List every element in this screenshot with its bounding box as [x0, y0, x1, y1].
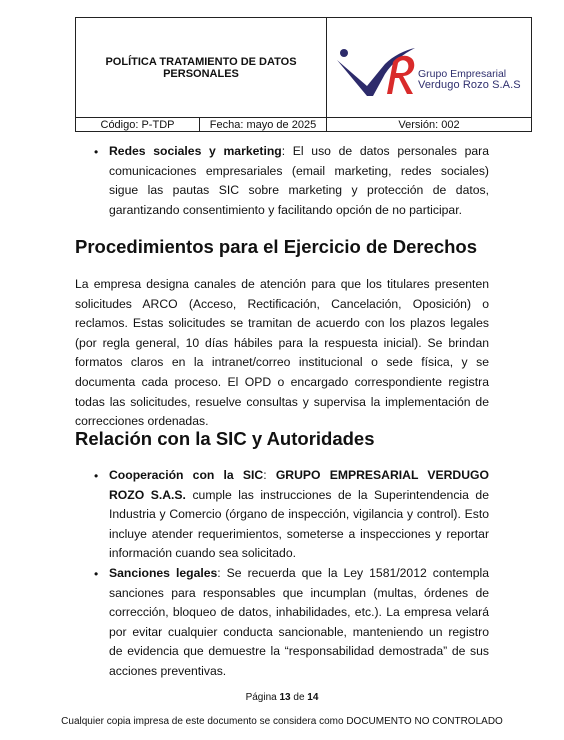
page-current: 13	[279, 692, 291, 703]
title-line-1: POLÍTICA TRATAMIENTO DE DATOS	[105, 55, 297, 68]
document-version: Versión: 002	[398, 119, 460, 131]
page-prefix: Página	[245, 692, 280, 703]
logo-line-1: Grupo Empresarial	[418, 68, 507, 80]
list-item-sanciones	[109, 564, 489, 682]
document-code: Código: P-TDP	[76, 118, 200, 132]
list-item-text: cumple las instrucciones de la Superintendencia de Industria y Comercio (órgano de inspección, vigilancia y control). Esto incluye atender requerimientos, someterse a inspecciones y reportar información cuando sea solicitado.	[109, 487, 489, 561]
bullet-dot: •	[94, 469, 99, 483]
bullet-dot: •	[94, 567, 99, 581]
header-meta-row	[76, 118, 531, 132]
document-date: Fecha: mayo de 2025	[200, 118, 327, 132]
logo-line-2: Verdugo Rozo S.A.S	[418, 79, 521, 91]
document-title	[76, 18, 327, 117]
list-item-heading: Redes sociales y marketing	[109, 144, 282, 158]
logo-text	[418, 69, 521, 91]
title-line-2: PERSONALES	[163, 67, 239, 80]
company-name: GRUPO EMPRESARIAL VERDUGO ROZO S.A.S.	[109, 468, 489, 502]
list-item-redes-sociales	[109, 142, 489, 220]
list-item-cooperacion	[109, 466, 489, 564]
paragraph-procedimientos: La empresa designa canales de atención para que los titulares presenten solicitudes ARCO (Acceso, Rectificación, Cancelación, Oposición) o reclamos. Estas solicitudes se tramitan de acuerdo con los plazos legales (por regla general, 10 días hábiles para la respuesta inicial). Se brindan formatos claros en la intranet/correo institucional o sede física, y se documenta cada proceso. El OPD o encargado correspondiente registra todas las solicitudes, resuelve consultas y supervisa la implementación de correcciones ordenadas.	[75, 277, 489, 429]
header-top-row	[76, 18, 531, 118]
list-item-heading: Cooperación con la SIC	[109, 468, 264, 482]
page-of: de	[290, 692, 308, 703]
page-total: 14	[307, 692, 319, 703]
list-item-text: : El uso de datos personales para comunicaciones empresariales (email marketing, redes sociales) sigue las pautas SIC sobre marketing y protección de datos, garantizando consentimiento y facilitando opción de no participar.	[109, 144, 490, 217]
section-heading-sic: Relación con la SIC y Autoridades	[75, 428, 375, 449]
document-header-table	[75, 17, 532, 132]
company-logo	[327, 18, 532, 117]
bullet-dot: •	[94, 145, 99, 159]
page-number	[0, 692, 564, 703]
footer-notice: Cualquier copia impresa de este documento se considera como DOCUMENTO NO CONTROLADO	[61, 716, 503, 727]
list-item-text: : Se recuerda que la Ley 1581/2012 contempla sanciones para responsables que incumplan (multas, órdenes de corrección, bloqueo de datos, inhabilidades, etc.). La empresa velará por evitar cualquier conducta sancionable, manteniendo un registro de evidencia que demuestre la “responsabilidad demostrada” de sus acciones preventivas.	[109, 566, 489, 678]
list-item-heading: Sanciones legales	[109, 566, 218, 580]
section-heading-procedimientos: Procedimientos para el Ejercicio de Derechos	[75, 236, 478, 257]
list-item-separator: :	[263, 468, 276, 482]
